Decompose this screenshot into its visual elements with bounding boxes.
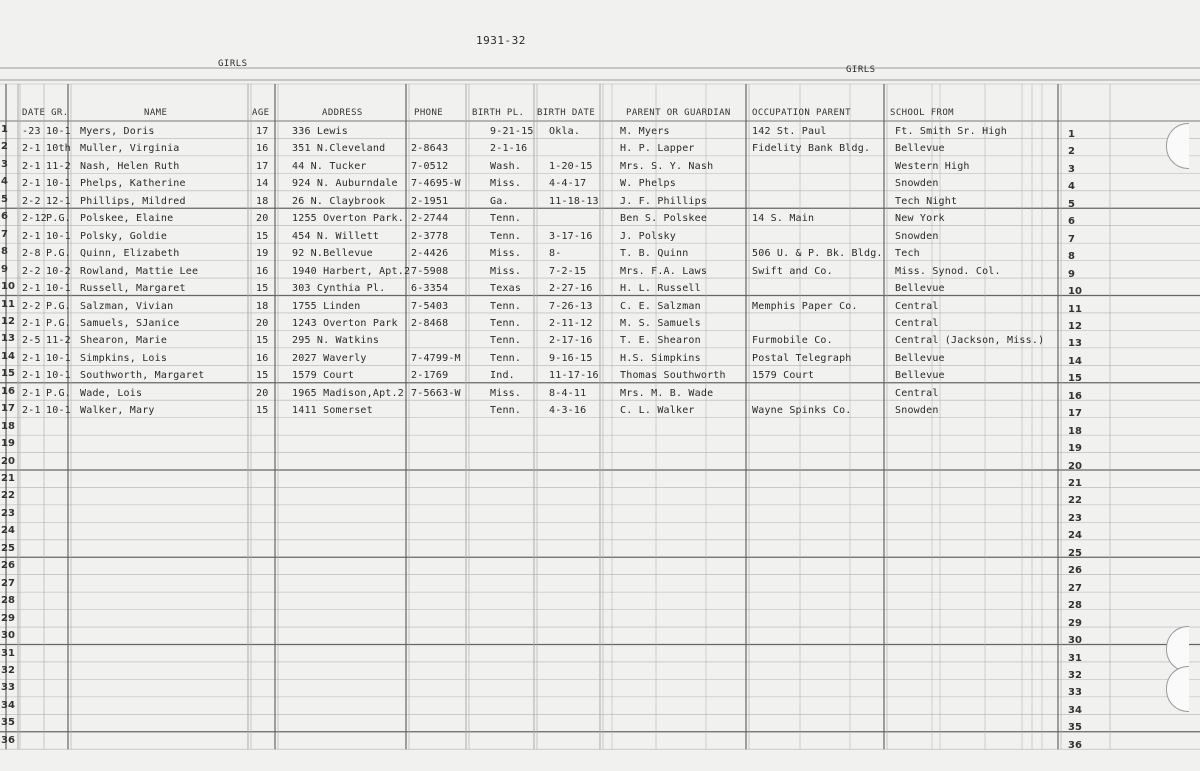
header-birth-date: BIRTH DATE xyxy=(537,108,596,118)
row-number-right: 9 xyxy=(1068,268,1075,280)
cell-school: Central xyxy=(895,300,939,312)
cell-school: Bellevue xyxy=(895,143,945,155)
row-number-left: 13 xyxy=(1,333,15,345)
cell-date: 2-1 xyxy=(22,143,41,155)
header-occupation: OCCUPATION PARENT xyxy=(752,108,851,118)
row-number-left: 14 xyxy=(1,350,15,362)
row-number-right: 8 xyxy=(1068,251,1075,263)
row-number-left: 3 xyxy=(1,158,8,170)
row-number-left: 27 xyxy=(1,577,15,589)
cell-address: 1255 Overton Park. xyxy=(292,213,404,225)
cell-phone: 2-8643 xyxy=(411,143,449,155)
cell-occupation: Memphis Paper Co. xyxy=(752,300,858,312)
row-number-left: 36 xyxy=(1,734,15,746)
cell-date: 2-1 xyxy=(22,317,41,329)
cell-gr: P.G. xyxy=(46,300,71,312)
cell-birth-pl: Wash. xyxy=(490,160,522,172)
cell-occupation: Fidelity Bank Bldg. xyxy=(752,143,871,155)
cell-birth-pl: Tenn. xyxy=(490,352,522,364)
row-number-left: 6 xyxy=(1,211,8,223)
row-number-right: 22 xyxy=(1068,495,1082,507)
cell-age: 16 xyxy=(256,265,269,277)
cell-gr: 10-1 xyxy=(46,178,71,190)
row-number-right: 33 xyxy=(1068,687,1082,699)
cell-parent: Thomas Southworth xyxy=(620,370,726,382)
cell-age: 17 xyxy=(256,126,269,137)
cell-occupation: 506 U. & P. Bk. Bldg. xyxy=(752,248,883,260)
row-number-left: 31 xyxy=(1,647,15,659)
row-number-right: 15 xyxy=(1068,373,1082,385)
row-number-left: 5 xyxy=(1,193,8,205)
cell-name: Simpkins, Lois xyxy=(80,352,168,364)
row-number-right: 32 xyxy=(1068,669,1082,681)
cell-birth-date: 9-16-15 xyxy=(549,352,593,364)
cell-address: 26 N. Claybrook xyxy=(292,195,386,207)
cell-gr: 10-2 xyxy=(46,265,71,277)
cell-age: 18 xyxy=(256,300,269,312)
cell-school: Miss. Synod. Col. xyxy=(895,265,1001,277)
cell-date: 2-12 xyxy=(22,213,47,225)
cell-occupation: Swift and Co. xyxy=(752,265,833,277)
cell-name: Rowland, Mattie Lee xyxy=(80,265,199,277)
cell-gr: P.G. xyxy=(46,213,71,225)
cell-phone: 2-3778 xyxy=(411,230,449,242)
cell-address: 1411 Somerset xyxy=(292,405,373,417)
cell-age: 15 xyxy=(256,230,269,242)
cell-phone: 7-5908 xyxy=(411,265,449,277)
cell-school: Tech Night xyxy=(895,195,958,207)
cell-school: Bellevue xyxy=(895,370,945,382)
cell-phone: 7-5663-W xyxy=(411,387,461,399)
cell-birth-pl: Miss. xyxy=(490,387,522,399)
header-age: AGE xyxy=(252,108,270,118)
section-label-right: GIRLS xyxy=(846,65,876,75)
row-number-left: 4 xyxy=(1,176,8,188)
row-number-left: 26 xyxy=(1,560,15,572)
cell-birth-pl: Tenn. xyxy=(490,213,522,225)
row-number-left: 23 xyxy=(1,507,15,519)
cell-parent: Mrs. M. B. Wade xyxy=(620,387,714,399)
row-number-left: 18 xyxy=(1,420,15,432)
row-number-left: 11 xyxy=(1,298,15,310)
cell-birth-date: 7-26-13 xyxy=(549,300,593,312)
row-number-left: 17 xyxy=(1,403,15,415)
row-number-right: 19 xyxy=(1068,443,1082,455)
cell-date: 2-2 xyxy=(22,195,41,207)
cell-school: Snowden xyxy=(895,178,939,190)
cell-age: 19 xyxy=(256,248,269,260)
cell-birth-date: 7-2-15 xyxy=(549,265,587,277)
cell-phone: 2-2744 xyxy=(411,213,449,225)
cell-address: 44 N. Tucker xyxy=(292,160,367,172)
cell-address: 92 N.Bellevue xyxy=(292,248,373,260)
row-number-left: 34 xyxy=(1,699,15,711)
header-date-gr: DATE GR. xyxy=(22,108,69,118)
cell-school: Snowden xyxy=(895,405,939,417)
row-number-right: 17 xyxy=(1068,408,1082,420)
cell-name: Polsky, Goldie xyxy=(80,230,168,242)
row-number-right: 24 xyxy=(1068,530,1082,542)
cell-address: 295 N. Watkins xyxy=(292,335,380,347)
cell-birth-date: 11-17-16 xyxy=(549,370,599,382)
cell-age: 20 xyxy=(256,317,269,329)
row-number-left: 25 xyxy=(1,542,15,554)
cell-parent: W. Phelps xyxy=(620,178,676,190)
cell-age: 15 xyxy=(256,405,269,417)
row-number-right: 27 xyxy=(1068,582,1082,594)
row-number-left: 10 xyxy=(1,281,15,293)
cell-gr: P.G. xyxy=(46,317,71,329)
row-number-right: 18 xyxy=(1068,425,1082,437)
cell-address: 351 N.Cleveland xyxy=(292,143,386,155)
cell-date: 2-1 xyxy=(22,160,41,172)
cell-address: 303 Cynthia Pl. xyxy=(292,283,386,295)
cell-date: -23 xyxy=(22,126,41,137)
cell-birth-pl: Miss. xyxy=(490,265,522,277)
cell-age: 14 xyxy=(256,178,269,190)
cell-address: 1965 Madison,Apt.2 xyxy=(292,387,404,399)
cell-birth-pl: Texas xyxy=(490,283,522,295)
row-number-right: 28 xyxy=(1068,600,1082,612)
cell-date: 2-1 xyxy=(22,387,41,399)
row-number-right: 31 xyxy=(1068,652,1082,664)
row-number-left: 29 xyxy=(1,612,15,624)
cell-parent: T. B. Quinn xyxy=(620,248,689,260)
cell-parent: H. P. Lapper xyxy=(620,143,695,155)
cell-school: Central (Jackson, Miss.) xyxy=(895,335,1045,347)
row-number-left: 28 xyxy=(1,595,15,607)
cell-parent: J. F. Phillips xyxy=(620,195,708,207)
cell-age: 18 xyxy=(256,195,269,207)
cell-gr: 10-1 xyxy=(46,405,71,417)
header-school: SCHOOL FROM xyxy=(890,108,955,118)
cell-gr: 11-2 xyxy=(46,160,71,172)
cell-gr: 11-2 xyxy=(46,335,71,347)
cell-date: 2-8 xyxy=(22,248,41,260)
cell-birth-date: 8-4-11 xyxy=(549,387,587,399)
cell-name: Salzman, Vivian xyxy=(80,300,174,312)
cell-address: 1940 Harbert, Apt.2 xyxy=(292,265,411,277)
cell-parent: H. L. Russell xyxy=(620,283,701,295)
cell-birth-pl: Tenn. xyxy=(490,230,522,242)
cell-school: Snowden xyxy=(895,230,939,242)
row-number-right: 6 xyxy=(1068,216,1075,228)
cell-address: 924 N. Auburndale xyxy=(292,178,398,190)
header-phone: PHONE xyxy=(414,108,444,118)
row-number-right: 34 xyxy=(1068,704,1082,716)
cell-birth-date: 1-20-15 xyxy=(549,160,593,172)
cell-birth-pl: Miss. xyxy=(490,248,522,260)
row-number-left: 32 xyxy=(1,664,15,676)
row-number-left: 24 xyxy=(1,525,15,537)
cell-phone: 6-3354 xyxy=(411,283,449,295)
cell-name: Wade, Lois xyxy=(80,387,143,399)
cell-date: 2-5 xyxy=(22,335,41,347)
cell-birth-pl: Tenn. xyxy=(490,317,522,329)
cell-parent: C. L. Walker xyxy=(620,405,695,417)
cell-school: Western High xyxy=(895,160,970,172)
cell-phone: 2-1769 xyxy=(411,370,449,382)
cell-school: Ft. Smith Sr. High xyxy=(895,126,1007,137)
cell-birth-pl: Ga. xyxy=(490,195,509,207)
cell-name: Polskee, Elaine xyxy=(80,213,174,225)
cell-parent: J. Polsky xyxy=(620,230,676,242)
cell-school: Central xyxy=(895,387,939,399)
cell-occupation: 1579 Court xyxy=(752,370,815,382)
cell-gr: P.G. xyxy=(46,248,71,260)
row-number-left: 20 xyxy=(1,455,15,467)
cell-address: 1579 Court xyxy=(292,370,355,382)
cell-birth-date: 11-18-13 xyxy=(549,195,599,207)
cell-birth-date: Okla. xyxy=(549,126,581,137)
cell-age: 15 xyxy=(256,283,269,295)
row-number-right: 25 xyxy=(1068,547,1082,559)
header-birth-place: BIRTH PL. xyxy=(472,108,525,118)
cell-occupation: 14 S. Main xyxy=(752,213,815,225)
cell-gr: 10-1 xyxy=(46,283,71,295)
cell-parent: Mrs. F.A. Laws xyxy=(620,265,708,277)
row-number-left: 7 xyxy=(1,228,8,240)
row-number-right: 7 xyxy=(1068,233,1075,245)
cell-occupation: Furmobile Co. xyxy=(752,335,833,347)
cell-address: 454 N. Willett xyxy=(292,230,380,242)
cell-age: 17 xyxy=(256,160,269,172)
cell-birth-date: 8- xyxy=(549,248,562,260)
cell-parent: T. E. Shearon xyxy=(620,335,701,347)
cell-birth-date: 2-27-16 xyxy=(549,283,593,295)
cell-occupation: Wayne Spinks Co. xyxy=(752,405,852,417)
cell-address: 336 Lewis xyxy=(292,126,348,137)
row-number-right: 10 xyxy=(1068,286,1082,298)
cell-birth-pl: 2-1-16 xyxy=(490,143,528,155)
row-number-right: 35 xyxy=(1068,722,1082,734)
row-number-right: 14 xyxy=(1068,355,1082,367)
row-number-left: 30 xyxy=(1,630,15,642)
row-number-right: 23 xyxy=(1068,512,1082,524)
year-heading: 1931-32 xyxy=(476,34,526,47)
row-number-right: 30 xyxy=(1068,635,1082,647)
cell-parent: H.S. Simpkins xyxy=(620,352,701,364)
row-number-right: 13 xyxy=(1068,338,1082,350)
cell-phone: 7-0512 xyxy=(411,160,449,172)
cell-name: Southworth, Margaret xyxy=(80,370,205,382)
cell-address: 1243 Overton Park xyxy=(292,317,398,329)
cell-name: Walker, Mary xyxy=(80,405,155,417)
row-number-left: 12 xyxy=(1,315,15,327)
cell-birth-date: 4-4-17 xyxy=(549,178,587,190)
cell-birth-pl: Tenn. xyxy=(490,335,522,347)
row-number-left: 21 xyxy=(1,473,15,484)
row-number-left: 16 xyxy=(1,385,15,397)
row-number-left: 9 xyxy=(1,263,8,275)
cell-address: 1755 Linden xyxy=(292,300,361,312)
cell-school: Central xyxy=(895,317,939,329)
row-number-right: 20 xyxy=(1068,460,1082,472)
cell-gr: 12-1 xyxy=(46,195,71,207)
row-number-right: 5 xyxy=(1068,198,1075,210)
cell-birth-pl: Tenn. xyxy=(490,405,522,417)
row-number-left: 1 xyxy=(1,124,8,135)
cell-gr: 10-1 xyxy=(46,352,71,364)
cell-date: 2-2 xyxy=(22,265,41,277)
section-label-left: GIRLS xyxy=(218,59,248,69)
cell-name: Myers, Doris xyxy=(80,126,155,137)
row-number-left: 22 xyxy=(1,490,15,502)
cell-gr: 10-1 xyxy=(46,126,71,137)
cell-birth-pl: Ind. xyxy=(490,370,515,382)
cell-address: 2027 Waverly xyxy=(292,352,367,364)
cell-age: 20 xyxy=(256,213,269,225)
row-number-right: 36 xyxy=(1068,739,1082,751)
row-number-right: 26 xyxy=(1068,565,1082,577)
cell-school: New York xyxy=(895,213,945,225)
cell-birth-date: 2-17-16 xyxy=(549,335,593,347)
row-number-right: 4 xyxy=(1068,181,1075,193)
cell-school: Bellevue xyxy=(895,352,945,364)
cell-parent: Mrs. S. Y. Nash xyxy=(620,160,714,172)
cell-parent: M. Myers xyxy=(620,126,670,137)
row-number-right: 3 xyxy=(1068,163,1075,175)
row-number-right: 11 xyxy=(1068,303,1082,315)
cell-date: 2-1 xyxy=(22,178,41,190)
cell-age: 16 xyxy=(256,143,269,155)
row-number-right: 29 xyxy=(1068,617,1082,629)
cell-name: Muller, Virginia xyxy=(80,143,180,155)
cell-parent: Ben S. Polskee xyxy=(620,213,708,225)
cell-parent: C. E. Salzman xyxy=(620,300,701,312)
cell-school: Bellevue xyxy=(895,283,945,295)
cell-birth-date: 2-11-12 xyxy=(549,317,593,329)
cell-birth-date: 4-3-16 xyxy=(549,405,587,417)
header-name: NAME xyxy=(144,108,168,118)
row-number-left: 19 xyxy=(1,438,15,450)
cell-date: 2-1 xyxy=(22,352,41,364)
row-number-left: 15 xyxy=(1,368,15,380)
cell-date: 2-1 xyxy=(22,370,41,382)
cell-name: Russell, Margaret xyxy=(80,283,186,295)
row-number-left: 35 xyxy=(1,717,15,729)
cell-date: 2-1 xyxy=(22,405,41,417)
cell-name: Nash, Helen Ruth xyxy=(80,160,180,172)
cell-name: Samuels, SJanice xyxy=(80,317,180,329)
cell-birth-pl: Miss. xyxy=(490,178,522,190)
header-address: ADDRESS xyxy=(322,108,363,118)
row-number-left: 33 xyxy=(1,682,15,694)
cell-occupation: 142 St. Paul xyxy=(752,126,827,137)
cell-date: 2-1 xyxy=(22,230,41,242)
cell-birth-pl: Tenn. xyxy=(490,300,522,312)
row-number-right: 12 xyxy=(1068,320,1082,332)
cell-phone: 7-5403 xyxy=(411,300,449,312)
cell-birth-pl: 9-21-15 xyxy=(490,126,534,137)
cell-gr: 10-1 xyxy=(46,230,71,242)
cell-age: 15 xyxy=(256,335,269,347)
cell-birth-date: 3-17-16 xyxy=(549,230,593,242)
cell-date: 2-1 xyxy=(22,283,41,295)
cell-age: 15 xyxy=(256,370,269,382)
cell-phone: 2-8468 xyxy=(411,317,449,329)
cell-school: Tech xyxy=(895,248,920,260)
cell-name: Phelps, Katherine xyxy=(80,178,186,190)
cell-gr: P.G. xyxy=(46,387,71,399)
cell-age: 20 xyxy=(256,387,269,399)
row-number-right: 21 xyxy=(1068,478,1082,489)
row-number-right: 1 xyxy=(1068,129,1075,140)
cell-name: Shearon, Marie xyxy=(80,335,168,347)
header-parent: PARENT OR GUARDIAN xyxy=(626,108,731,118)
cell-gr: 10th xyxy=(46,143,71,155)
cell-name: Quinn, Elizabeth xyxy=(80,248,180,260)
cell-gr: 10-1 xyxy=(46,370,71,382)
cell-occupation: Postal Telegraph xyxy=(752,352,852,364)
row-number-left: 2 xyxy=(1,141,8,153)
cell-phone: 2-1951 xyxy=(411,195,449,207)
cell-parent: M. S. Samuels xyxy=(620,317,701,329)
row-number-right: 16 xyxy=(1068,390,1082,402)
row-number-left: 8 xyxy=(1,246,8,258)
row-number-right: 2 xyxy=(1068,146,1075,158)
cell-date: 2-2 xyxy=(22,300,41,312)
cell-phone: 7-4799-M xyxy=(411,352,461,364)
cell-phone: 2-4426 xyxy=(411,248,449,260)
cell-age: 16 xyxy=(256,352,269,364)
cell-name: Phillips, Mildred xyxy=(80,195,186,207)
cell-phone: 7-4695-W xyxy=(411,178,461,190)
